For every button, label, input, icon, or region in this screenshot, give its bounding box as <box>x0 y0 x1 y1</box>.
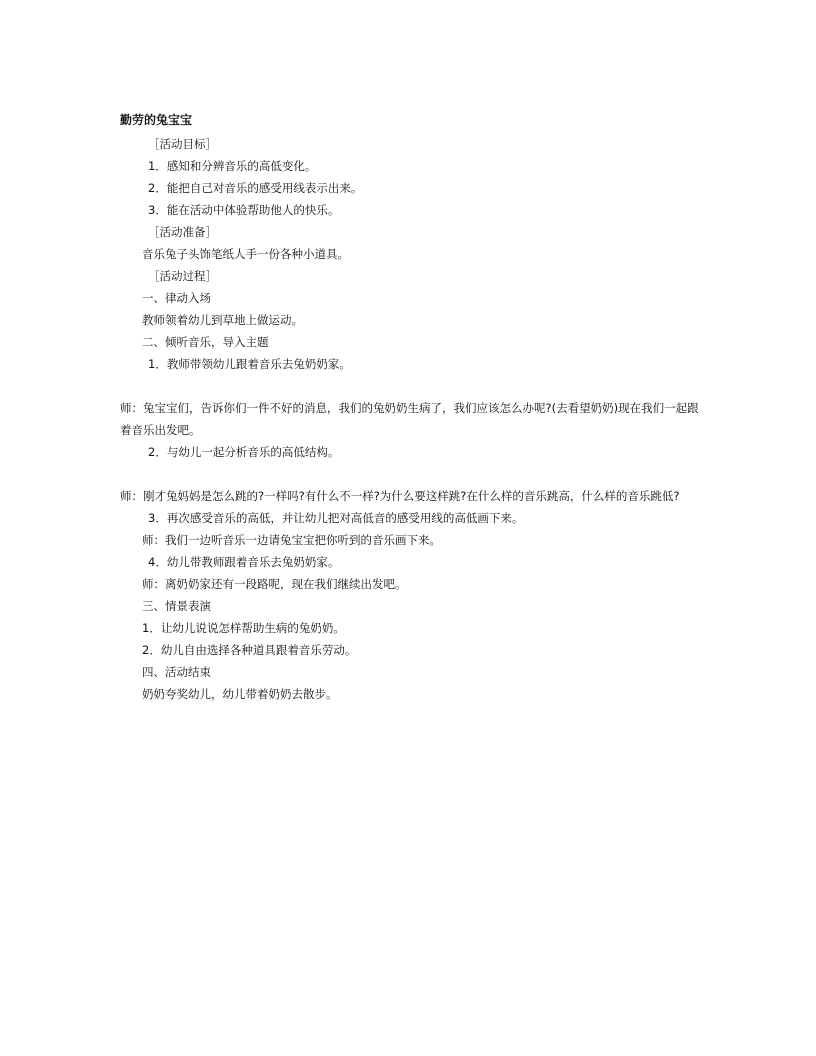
step-title: 三、情景表演 <box>142 599 211 613</box>
teacher-speech: 师：我们一边听音乐一边请兔宝宝把你听到的音乐画下来。 <box>142 533 441 547</box>
step-title: 二、倾听音乐，导入主题 <box>142 335 269 349</box>
step-text: 奶奶夸奖幼儿，幼儿带着奶奶去散步。 <box>142 687 338 701</box>
step-item: 2．与幼儿一起分析音乐的高低结构。 <box>148 445 340 459</box>
teacher-speech: 师：离奶奶家还有一段路呢，现在我们继续出发吧。 <box>142 577 407 591</box>
process-heading: ［活动过程］ <box>148 269 217 283</box>
step-item: 1．教师带领幼儿跟着音乐去兔奶奶家。 <box>148 357 351 371</box>
step-item: 3．再次感受音乐的高低，并让幼儿把对高低音的感受用线的高低画下来。 <box>148 511 524 525</box>
prep-text: 音乐兔子头饰笔纸人手一份各种小道具。 <box>142 247 349 261</box>
step-item: 1．让幼儿说说怎样帮助生病的兔奶奶。 <box>142 621 345 635</box>
goal-item: 1．感知和分辨音乐的高低变化。 <box>148 159 317 173</box>
goal-item: 3．能在活动中体验帮助他人的快乐。 <box>148 203 340 217</box>
step-item: 4．幼儿带教师跟着音乐去兔奶奶家。 <box>148 555 340 569</box>
teacher-speech: 师：兔宝宝们，告诉你们一件不好的消息，我们的兔奶奶生病了，我们应该怎么办呢?(去看望奶奶)现在我们一起跟着音乐出发吧。 <box>120 401 699 437</box>
goal-item: 2．能把自己对音乐的感受用线表示出来。 <box>148 181 363 195</box>
step-text: 教师领着幼儿到草地上做运动。 <box>142 313 303 327</box>
document-title: 勤劳的兔宝宝 <box>120 113 193 127</box>
step-title: 四、活动结束 <box>142 665 211 679</box>
prep-heading: ［活动准备］ <box>148 225 217 239</box>
goals-heading: ［活动目标］ <box>148 137 217 151</box>
step-title: 一、律动入场 <box>142 291 211 305</box>
document-body <box>120 111 700 705</box>
step-item: 2．幼儿自由选择各种道具跟着音乐劳动。 <box>142 643 357 657</box>
teacher-speech: 师：刚才兔妈妈是怎么跳的?一样吗?有什么不一样?为什么要这样跳?在什么样的音乐跳高，什么样的音乐跳低? <box>120 489 680 503</box>
